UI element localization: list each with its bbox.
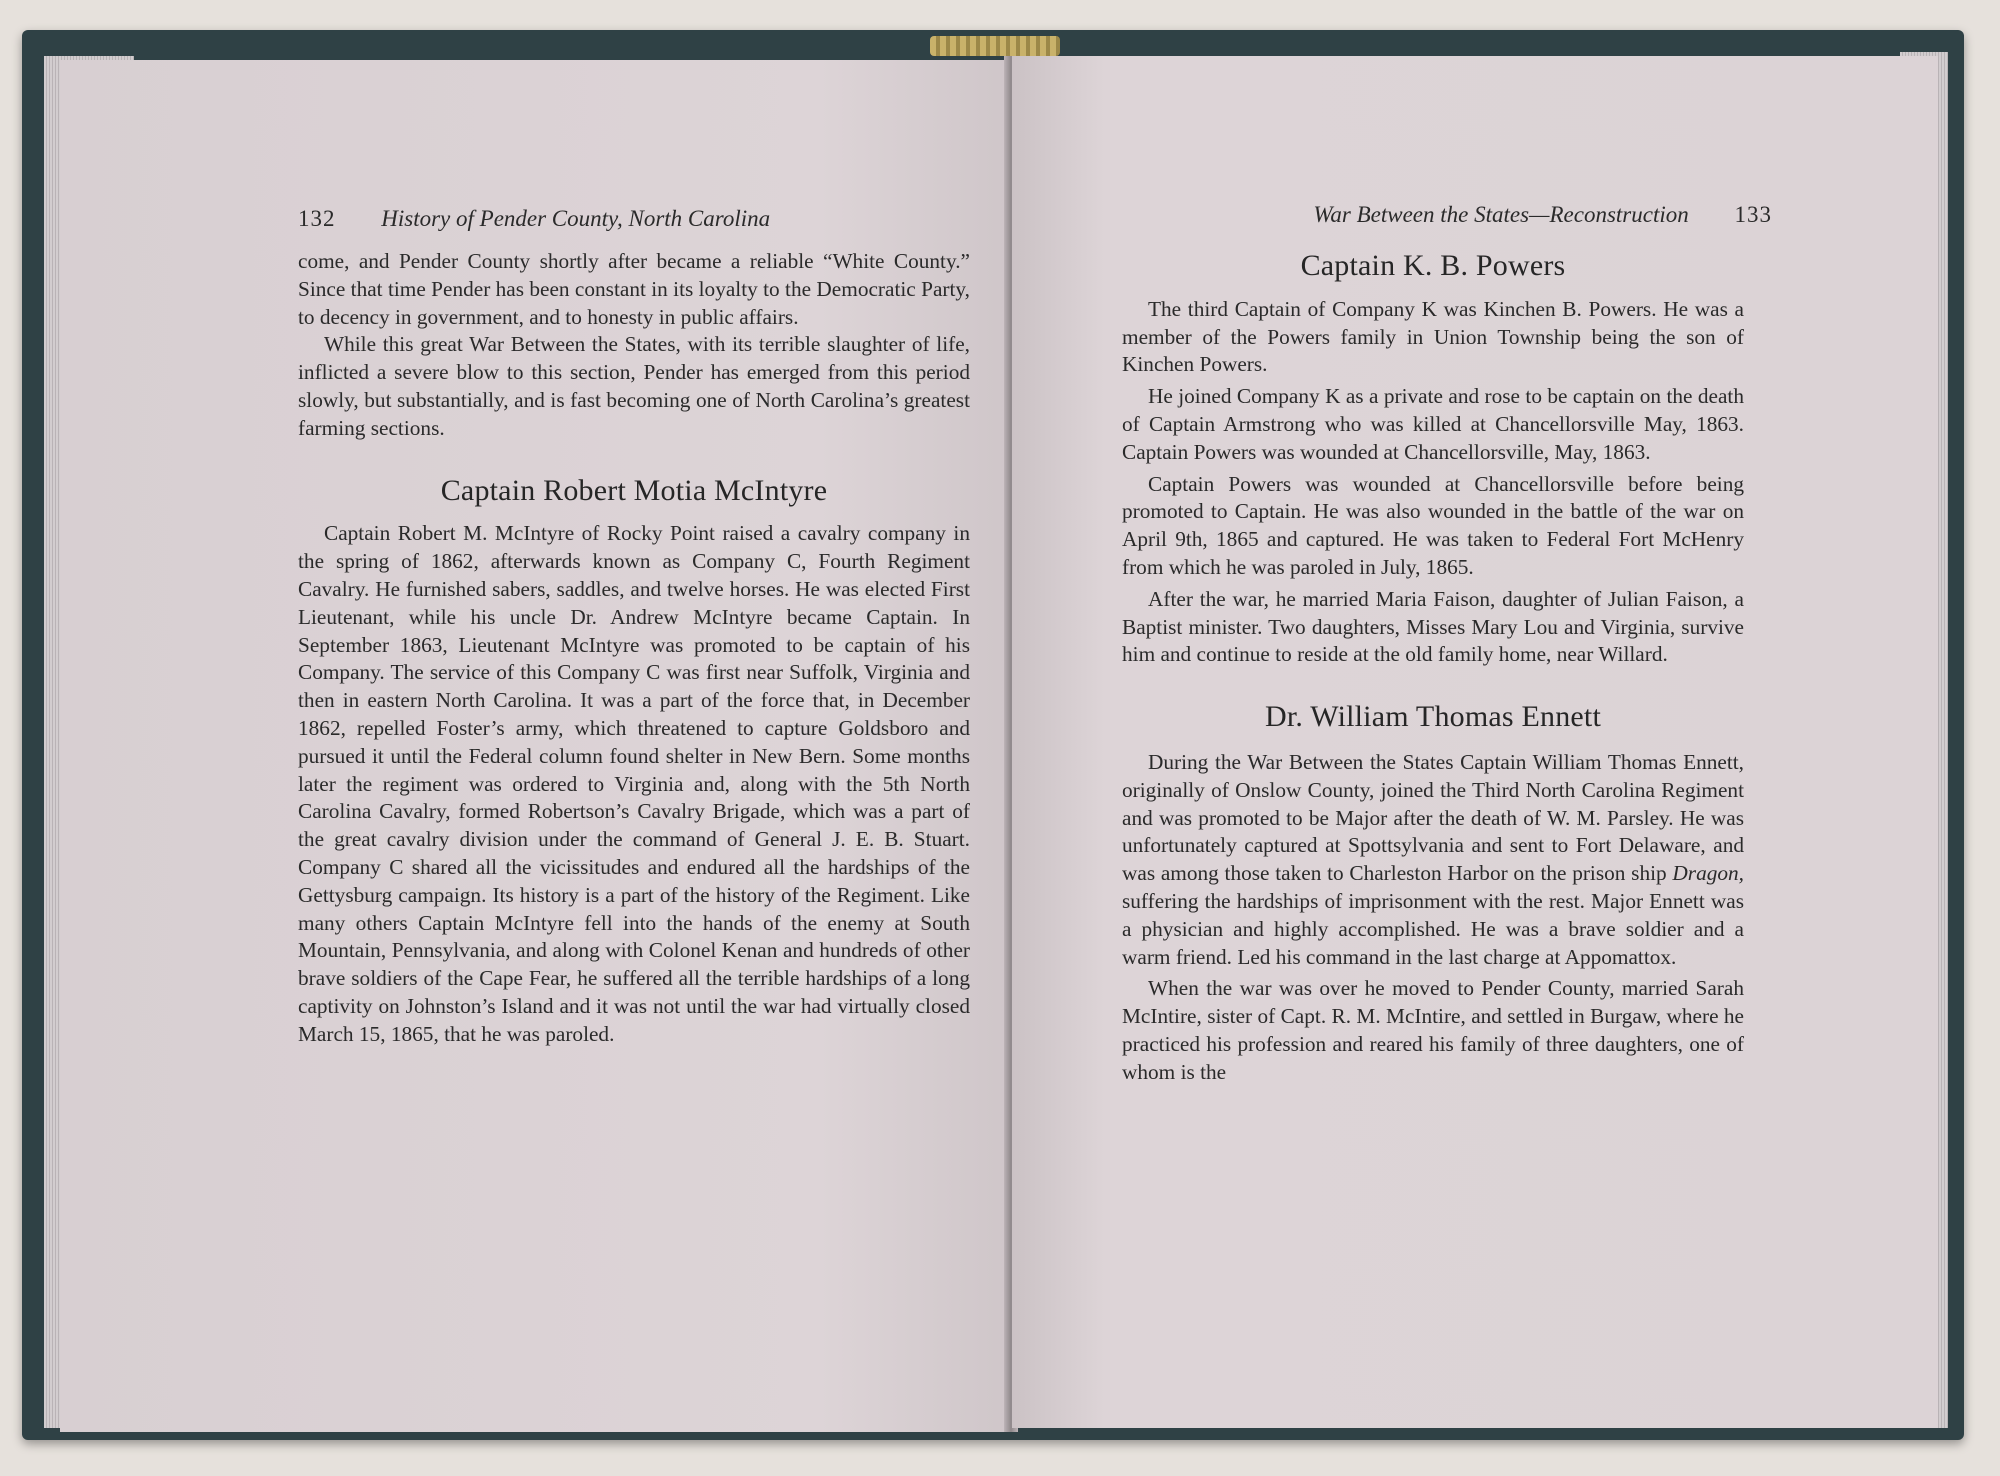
binding-thread xyxy=(930,36,1060,56)
powers-paragraph-3: Captain Powers was wounded at Chancellorsville before being promoted to Captain. He was also wounded in the battle of the war on April 9th, 1865 and captured. He was taken to Federal Fort McHenry from which he was paroled in July, 1865. xyxy=(1122,471,1744,579)
ennett-paragraph-2: When the war was over he moved to Pender County, married Sarah McIntire, sister of Capt. R. M. McIntire, and settled in Burgaw, where he practiced his profession and reared his family of three daughters, one of whom is the xyxy=(1122,976,1744,1084)
left-page-number: 132 xyxy=(298,206,336,231)
powers-heading: Captain K. B. Powers xyxy=(1300,249,1566,282)
ennett-p1-text-a: During the War Between the States Captain William Thomas Ennett, originally of Onslow County, joined the Third North Carolina Regiment and was promoted to be Major after the death of W. M. Parsley. He was unfortunately captured at Spottsylvania and sent to Fort Delaware, and was among those taken to Charleston Harbor on the prison ship xyxy=(1122,749,1744,886)
mcintyre-heading: Captain Robert Motia McIntyre xyxy=(440,473,828,507)
left-running-title: History of Pender County, North Carolina xyxy=(381,206,771,231)
right-page-header xyxy=(1212,202,1772,228)
ennett-heading: Dr. William Thomas Ennett xyxy=(1265,700,1601,734)
left-page-header xyxy=(298,206,898,232)
right-running-title: War Between the States—Reconstruction xyxy=(1313,202,1689,227)
ship-name: Dragon, xyxy=(1672,861,1744,886)
left-paragraph-1: come, and Pender County shortly after became a reliable “White County.” Since that time Pender has been constant in its loyalty to the Democratic Party, to decency in government, and to honesty in public affairs. xyxy=(298,249,970,329)
ennett-paragraph-1 xyxy=(1122,749,1744,971)
mcintyre-paragraph: Captain Robert M. McIntyre of Rocky Point raised a cavalry company in the spring of 1862, afterwards known as Company C, Fourth Regiment Cavalry. He furnished sabers, saddles, and twelve horses. He was elected First Lieutenant, while his uncle Dr. Andrew McIntyre became Captain. In September 1863, Lieutenant McIntyre was promoted to be captain of his Company. The service of this Company C was first near Suffolk, Virginia and then in eastern North Carolina. It was a part of the force that, in December 1862, repelled Foster’s army, which threatened to capture Goldsboro and pursued it until the Federal column found shelter in New Bern. Some months later the regiment was ordered to Virginia and, along with the 5th North Carolina Cavalry, formed Robertson’s Cavalry Brigade, which was a part of the great cavalry division under the command of General J. E. B. Stuart. Company C shared all the vicissitudes and endured all the hardships of the Gettysburg campaign. Its history is a part of the history of the Regiment. Like many others Captain McIntyre fell into the hands of the enemy at South Mountain, Pennsylvania, and along with Colonel Kenan and hundreds of other brave soldiers of the Cape Fear, he suffered all the terrible hardships of a long captivity on Johnston’s Island and it was not until the war had virtually closed March 15, 1865, that he was paroled. xyxy=(298,521,970,1046)
right-text-column xyxy=(1122,249,1744,1087)
powers-paragraph-4: After the war, he married Maria Faison, daughter of Julian Faison, a Baptist minister. Two daughters, Misses Mary Lou and Virginia, survive him and continue to reside at the old family home, near Willard. xyxy=(1122,586,1744,667)
left-page xyxy=(60,60,1010,1432)
powers-paragraph-1: The third Captain of Company K was Kinchen B. Powers. He was a member of the Powers family in Union Township being the son of Kinchen Powers. xyxy=(1122,296,1744,377)
right-page-number: 133 xyxy=(1734,202,1772,227)
powers-paragraph-2: He joined Company K as a private and rose to be captain on the death of Captain Armstrong who was killed at Chancellorsville May, 1863. Captain Powers was wounded at Chancellorsville, May, 1863. xyxy=(1122,384,1744,464)
right-page xyxy=(1012,56,1938,1428)
ennett-p1-text-b: suffering the hardships of imprisonment with the rest. Major Ennett was a physician and highly accomplished. He was a brave soldier and a warm friend. Led his command in the last charge at Appomattox. xyxy=(1122,888,1744,969)
left-text-column xyxy=(298,248,970,1049)
left-paragraph-2: While this great War Between the States, with its terrible slaughter of life, inflicted a severe blow to this section, Pender has emerged from this period slowly, but substantially, and is fast becoming one of North Carolina’s greatest farming sections. xyxy=(298,332,970,440)
